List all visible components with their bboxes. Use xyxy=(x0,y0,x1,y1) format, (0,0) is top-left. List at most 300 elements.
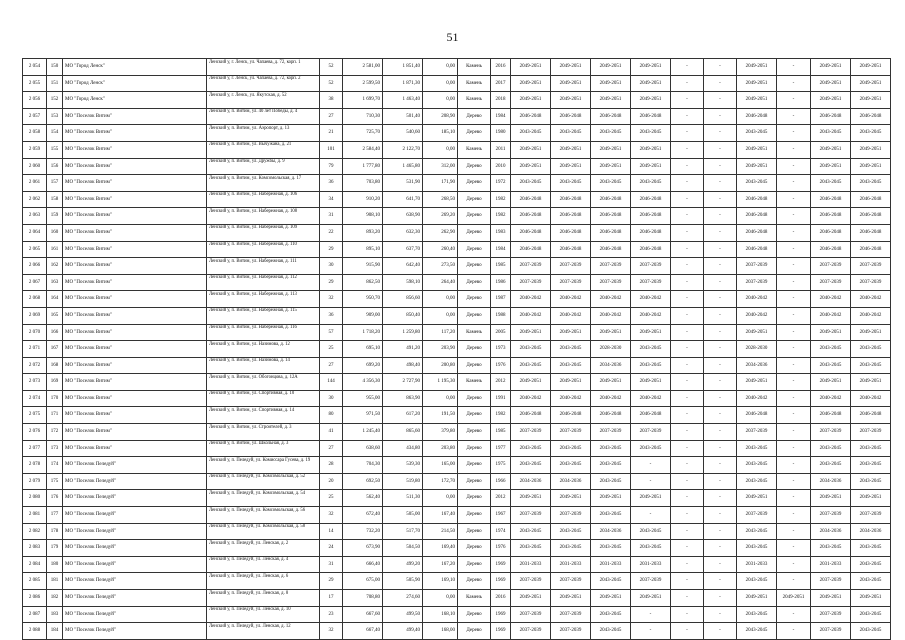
cell-commission-year: 1966 xyxy=(491,473,511,490)
cell-non-living-area: 117,20 xyxy=(423,324,458,341)
cell-wall-material: Дерево xyxy=(458,108,491,125)
cell-row-index: 2 065 xyxy=(23,241,47,258)
cell-row-number: 166 xyxy=(47,324,63,341)
cell-wall-material: Дерево xyxy=(458,291,491,308)
cell-period-heating: 2040-2042 xyxy=(591,390,631,407)
cell-period-foundation: 2037-2039 xyxy=(811,606,851,623)
cell-address: Ленский у, п. Витим, ул. Спортивная, д. 10 xyxy=(207,390,320,407)
cell-row-number: 181 xyxy=(47,573,63,590)
cell-apartments: 23 xyxy=(320,606,343,623)
cell-period-gas: - xyxy=(671,341,704,358)
cell-apartments: 101 xyxy=(320,141,343,158)
cell-period-roof: 2043-2045 xyxy=(511,125,551,142)
cell-period-foundation: 2046-2048 xyxy=(811,208,851,225)
cell-period-heating: 2043-2045 xyxy=(591,175,631,192)
cell-period-water: 2043-2045 xyxy=(631,175,671,192)
cell-period-foundation: 2040-2042 xyxy=(811,307,851,324)
cell-period-heating: 2049-2051 xyxy=(591,490,631,507)
cell-period-heating: 2043-2045 xyxy=(591,457,631,474)
cell-non-living-area: 0,00 xyxy=(423,490,458,507)
cell-period-heating: 2049-2051 xyxy=(591,374,631,391)
cell-period-electric: 2043-2045 xyxy=(551,175,591,192)
cell-period-basement: - xyxy=(777,241,811,258)
cell-living-area: 539,30 xyxy=(383,457,423,474)
cell-total-area: 909,00 xyxy=(343,307,383,324)
cell-municipality: МО "Поселок Витим" xyxy=(63,175,207,192)
cell-non-living-area: 167,40 xyxy=(423,507,458,524)
cell-address: Ленский у, п. Витим, ул. Набережная, д. 116 xyxy=(207,324,320,341)
cell-total-area: 915,90 xyxy=(343,258,383,275)
cell-non-living-area: 1 195,30 xyxy=(423,374,458,391)
cell-municipality: МО "Поселок Пеледуй" xyxy=(63,540,207,557)
cell-period-heating: 2046-2048 xyxy=(591,108,631,125)
cell-period-gas: - xyxy=(671,623,704,640)
cell-municipality: МО "Поселок Витим" xyxy=(63,241,207,258)
cell-wall-material: Дерево xyxy=(458,523,491,540)
cell-period-facade: 2049-2051 xyxy=(737,158,777,175)
cell-period-facade: 2043-2045 xyxy=(737,440,777,457)
table-row xyxy=(23,606,891,623)
cell-address: Ленский у, п. Витим, ул. Комсомольская, д. 17 xyxy=(207,175,320,192)
cell-apartments: 22 xyxy=(320,224,343,241)
table-row xyxy=(23,258,891,275)
cell-commission-year: 2005 xyxy=(491,324,511,341)
cell-period-gas: - xyxy=(671,59,704,76)
cell-period-facade: 2043-2045 xyxy=(737,606,777,623)
cell-wall-material: Камень xyxy=(458,75,491,92)
cell-apartments: 20 xyxy=(320,473,343,490)
cell-period-basement: - xyxy=(777,274,811,291)
cell-period-heating: 2043-2045 xyxy=(591,440,631,457)
cell-period-roof: 2043-2045 xyxy=(511,457,551,474)
cell-row-index: 2 086 xyxy=(23,590,47,607)
table-row xyxy=(23,623,891,640)
cell-total-area: 708,80 xyxy=(343,590,383,607)
cell-period-water: 2040-2042 xyxy=(631,291,671,308)
cell-address: Ленский у, п. Витим, ул. Назимова, д. 12 xyxy=(207,341,320,358)
cell-municipality: МО "Поселок Витим" xyxy=(63,324,207,341)
cell-period-final: 2037-2039 xyxy=(851,507,891,524)
cell-total-area: 704,30 xyxy=(343,457,383,474)
cell-living-area: 865,60 xyxy=(383,424,423,441)
cell-period-electric: 2046-2048 xyxy=(551,191,591,208)
cell-period-foundation: 2043-2045 xyxy=(811,125,851,142)
cell-period-electric: 2049-2051 xyxy=(551,141,591,158)
cell-period-elevator: - xyxy=(704,191,737,208)
cell-living-area: 274,60 xyxy=(383,590,423,607)
cell-wall-material: Камень xyxy=(458,92,491,109)
cell-period-final: 2046-2048 xyxy=(851,224,891,241)
cell-row-number: 161 xyxy=(47,241,63,258)
cell-period-basement: - xyxy=(777,357,811,374)
cell-row-index: 2 082 xyxy=(23,523,47,540)
cell-commission-year: 2016 xyxy=(491,59,511,76)
cell-period-foundation: 2043-2045 xyxy=(811,341,851,358)
cell-period-basement: - xyxy=(777,573,811,590)
cell-municipality: МО "Поселок Витим" xyxy=(63,108,207,125)
cell-address: Ленский у, п. Витим, ул. Набережная, д. 113 xyxy=(207,291,320,308)
cell-municipality: МО "Поселок Пеледуй" xyxy=(63,573,207,590)
cell-non-living-area: 203,90 xyxy=(423,341,458,358)
table-row xyxy=(23,390,891,407)
cell-period-electric: 2037-2039 xyxy=(551,424,591,441)
cell-period-basement: - xyxy=(777,424,811,441)
cell-period-electric: 2043-2045 xyxy=(551,523,591,540)
cell-period-facade: 2049-2051 xyxy=(737,490,777,507)
table-row xyxy=(23,75,891,92)
cell-period-elevator: - xyxy=(704,573,737,590)
cell-period-electric: 2046-2048 xyxy=(551,224,591,241)
cell-period-basement: - xyxy=(777,507,811,524)
cell-period-roof: 2043-2045 xyxy=(511,523,551,540)
cell-period-basement: - xyxy=(777,291,811,308)
cell-row-index: 2 071 xyxy=(23,341,47,358)
cell-period-heating: 2049-2051 xyxy=(591,324,631,341)
cell-municipality: МО "Поселок Пеледуй" xyxy=(63,590,207,607)
cell-wall-material: Камень xyxy=(458,374,491,391)
cell-apartments: 29 xyxy=(320,573,343,590)
cell-row-number: 171 xyxy=(47,407,63,424)
cell-row-index: 2 060 xyxy=(23,158,47,175)
cell-municipality: МО "Поселок Витим" xyxy=(63,407,207,424)
cell-period-elevator: - xyxy=(704,59,737,76)
cell-period-water: 2049-2051 xyxy=(631,75,671,92)
table-row xyxy=(23,274,891,291)
cell-period-electric: 2046-2048 xyxy=(551,108,591,125)
cell-period-final: 2043-2045 xyxy=(851,540,891,557)
cell-living-area: 2 727,90 xyxy=(383,374,423,391)
cell-period-water: - xyxy=(631,457,671,474)
cell-period-water: 2046-2048 xyxy=(631,407,671,424)
cell-living-area: 598,10 xyxy=(383,274,423,291)
cell-period-water: 2049-2051 xyxy=(631,92,671,109)
cell-period-water: 2037-2039 xyxy=(631,424,671,441)
cell-period-gas: - xyxy=(671,191,704,208)
cell-address: Ленский у, п. Витим, ул. Набережная, д. 106 xyxy=(207,191,320,208)
cell-period-facade: 2049-2051 xyxy=(737,141,777,158)
cell-period-final: 2034-2036 xyxy=(851,523,891,540)
cell-living-area: 505,00 xyxy=(383,507,423,524)
cell-period-foundation: 2037-2039 xyxy=(811,258,851,275)
cell-address: Ленский у, п. Витим, ул. Строителей, д. 3 xyxy=(207,424,320,441)
cell-non-living-area: 200,80 xyxy=(423,357,458,374)
cell-period-heating: 2046-2048 xyxy=(591,208,631,225)
cell-row-number: 178 xyxy=(47,523,63,540)
cell-period-gas: - xyxy=(671,490,704,507)
cell-period-facade: 2046-2048 xyxy=(737,108,777,125)
cell-non-living-area: 264,40 xyxy=(423,274,458,291)
cell-row-number: 167 xyxy=(47,341,63,358)
table-row xyxy=(23,92,891,109)
cell-living-area: 2 122,70 xyxy=(383,141,423,158)
cell-total-area: 950,70 xyxy=(343,291,383,308)
cell-period-basement: - xyxy=(777,141,811,158)
cell-period-final: 2049-2051 xyxy=(851,59,891,76)
cell-period-facade: 2043-2045 xyxy=(737,573,777,590)
cell-commission-year: 1982 xyxy=(491,208,511,225)
cell-period-foundation: 2049-2051 xyxy=(811,75,851,92)
cell-period-roof: 2043-2045 xyxy=(511,357,551,374)
cell-row-number: 177 xyxy=(47,507,63,524)
cell-wall-material: Дерево xyxy=(458,125,491,142)
table-row xyxy=(23,490,891,507)
cell-wall-material: Дерево xyxy=(458,623,491,640)
cell-period-facade: 2043-2045 xyxy=(737,523,777,540)
cell-municipality: МО "Поселок Пеледуй" xyxy=(63,490,207,507)
cell-period-electric: 2049-2051 xyxy=(551,374,591,391)
cell-non-living-area: 167,20 xyxy=(423,556,458,573)
cell-living-area: 498,40 xyxy=(383,357,423,374)
cell-period-elevator: - xyxy=(704,606,737,623)
cell-period-basement: - xyxy=(777,390,811,407)
cell-period-facade: 2049-2051 xyxy=(737,590,777,607)
cell-period-roof: 2037-2039 xyxy=(511,623,551,640)
cell-period-electric: 2049-2051 xyxy=(551,490,591,507)
cell-period-final: 2049-2051 xyxy=(851,490,891,507)
cell-municipality: МО "Поселок Витим" xyxy=(63,357,207,374)
cell-period-final: 2037-2039 xyxy=(851,258,891,275)
cell-period-elevator: - xyxy=(704,623,737,640)
cell-period-water: 2043-2045 xyxy=(631,341,671,358)
cell-living-area: 499,50 xyxy=(383,606,423,623)
cell-wall-material: Дерево xyxy=(458,224,491,241)
cell-period-roof: 2049-2051 xyxy=(511,92,551,109)
cell-period-roof: 2049-2051 xyxy=(511,158,551,175)
table-row xyxy=(23,407,891,424)
cell-row-index: 2 069 xyxy=(23,307,47,324)
cell-address: Ленский у, г. Ленск, ул. Якутская, д. 52 xyxy=(207,92,320,109)
cell-living-area: 641,70 xyxy=(383,191,423,208)
cell-total-area: 2 581,00 xyxy=(343,59,383,76)
cell-period-elevator: - xyxy=(704,523,737,540)
cell-period-roof: 2037-2039 xyxy=(511,507,551,524)
cell-period-gas: - xyxy=(671,208,704,225)
cell-period-water: 2046-2048 xyxy=(631,224,671,241)
cell-total-area: 675,00 xyxy=(343,573,383,590)
cell-period-gas: - xyxy=(671,307,704,324)
cell-wall-material: Камень xyxy=(458,324,491,341)
cell-total-area: 710,30 xyxy=(343,108,383,125)
cell-period-electric: 2040-2042 xyxy=(551,291,591,308)
cell-municipality: МО "Поселок Витим" xyxy=(63,191,207,208)
cell-municipality: МО "Поселок Витим" xyxy=(63,307,207,324)
cell-municipality: МО "Поселок Пеледуй" xyxy=(63,606,207,623)
cell-municipality: МО "Поселок Витим" xyxy=(63,274,207,291)
cell-period-final: 2037-2039 xyxy=(851,424,891,441)
cell-period-facade: 2031-2033 xyxy=(737,556,777,573)
cell-period-gas: - xyxy=(671,224,704,241)
cell-period-foundation: 2049-2051 xyxy=(811,92,851,109)
cell-apartments: 14 xyxy=(320,523,343,540)
cell-period-electric: 2037-2039 xyxy=(551,573,591,590)
cell-period-gas: - xyxy=(671,324,704,341)
cell-municipality: МО "Поселок Витим" xyxy=(63,258,207,275)
cell-period-gas: - xyxy=(671,507,704,524)
cell-row-index: 2 077 xyxy=(23,440,47,457)
cell-period-final: 2040-2042 xyxy=(851,307,891,324)
cell-row-number: 162 xyxy=(47,258,63,275)
cell-municipality: МО "Поселок Витим" xyxy=(63,291,207,308)
cell-period-gas: - xyxy=(671,440,704,457)
cell-period-elevator: - xyxy=(704,590,737,607)
cell-period-facade: 2046-2048 xyxy=(737,191,777,208)
cell-non-living-area: 268,50 xyxy=(423,191,458,208)
cell-apartments: 52 xyxy=(320,75,343,92)
cell-apartments: 34 xyxy=(320,191,343,208)
cell-row-index: 2 080 xyxy=(23,490,47,507)
cell-period-final: 2043-2045 xyxy=(851,473,891,490)
cell-period-water: 2049-2051 xyxy=(631,59,671,76)
cell-period-elevator: - xyxy=(704,490,737,507)
cell-period-water: 2046-2048 xyxy=(631,241,671,258)
cell-period-elevator: - xyxy=(704,540,737,557)
cell-period-facade: 2043-2045 xyxy=(737,457,777,474)
cell-wall-material: Дерево xyxy=(458,573,491,590)
cell-total-area: 695,10 xyxy=(343,341,383,358)
cell-commission-year: 1974 xyxy=(491,523,511,540)
cell-period-heating: 2040-2042 xyxy=(591,291,631,308)
cell-period-electric: 2043-2045 xyxy=(551,457,591,474)
cell-wall-material: Дерево xyxy=(458,556,491,573)
cell-period-elevator: - xyxy=(704,307,737,324)
cell-address: Ленский у, п. Пеледуй, ул. Ленская, д. 6 xyxy=(207,573,320,590)
cell-period-roof: 2043-2045 xyxy=(511,440,551,457)
cell-living-area: 856,60 xyxy=(383,291,423,308)
cell-period-elevator: - xyxy=(704,324,737,341)
cell-row-number: 175 xyxy=(47,473,63,490)
cell-period-water: 2043-2045 xyxy=(631,357,671,374)
cell-period-roof: 2031-2033 xyxy=(511,556,551,573)
cell-wall-material: Дерево xyxy=(458,440,491,457)
cell-period-electric: 2037-2039 xyxy=(551,623,591,640)
cell-period-foundation: 2037-2039 xyxy=(811,274,851,291)
cell-row-index: 2 057 xyxy=(23,108,47,125)
cell-total-area: 2 584,40 xyxy=(343,141,383,158)
cell-row-number: 150 xyxy=(47,59,63,76)
cell-period-elevator: - xyxy=(704,175,737,192)
table-row xyxy=(23,324,891,341)
cell-period-water: 2049-2051 xyxy=(631,490,671,507)
cell-commission-year: 2012 xyxy=(491,490,511,507)
cell-total-area: 895,10 xyxy=(343,241,383,258)
cell-period-roof: 2037-2039 xyxy=(511,424,551,441)
cell-period-basement: - xyxy=(777,374,811,391)
cell-period-elevator: - xyxy=(704,141,737,158)
cell-total-area: 1 699,70 xyxy=(343,92,383,109)
cell-period-electric: 2049-2051 xyxy=(551,92,591,109)
cell-non-living-area: 0,00 xyxy=(423,92,458,109)
cell-non-living-area: 260,40 xyxy=(423,241,458,258)
cell-total-area: 725,70 xyxy=(343,125,383,142)
cell-address: Ленский у, п. Пеледуй, ул. Комсомольская, д. 56 xyxy=(207,507,320,524)
cell-apartments: 29 xyxy=(320,274,343,291)
cell-period-facade: 2034-2036 xyxy=(737,357,777,374)
cell-apartments: 41 xyxy=(320,424,343,441)
cell-apartments: 27 xyxy=(320,440,343,457)
cell-commission-year: 1988 xyxy=(491,307,511,324)
cell-period-heating: 2046-2048 xyxy=(591,191,631,208)
cell-row-number: 154 xyxy=(47,125,63,142)
cell-living-area: 1 259,80 xyxy=(383,324,423,341)
cell-wall-material: Дерево xyxy=(458,158,491,175)
cell-period-gas: - xyxy=(671,407,704,424)
cell-commission-year: 1982 xyxy=(491,191,511,208)
cell-municipality: МО "Поселок Пеледуй" xyxy=(63,457,207,474)
cell-period-gas: - xyxy=(671,241,704,258)
cell-period-facade: 2049-2051 xyxy=(737,92,777,109)
cell-period-water: 2049-2051 xyxy=(631,374,671,391)
cell-period-water: 2049-2051 xyxy=(631,141,671,158)
cell-municipality: МО "Город Ленск" xyxy=(63,92,207,109)
cell-period-elevator: - xyxy=(704,291,737,308)
cell-living-area: 1 465,80 xyxy=(383,158,423,175)
table-row xyxy=(23,224,891,241)
cell-period-water: 2049-2051 xyxy=(631,590,671,607)
cell-period-final: 2049-2051 xyxy=(851,590,891,607)
cell-row-number: 182 xyxy=(47,590,63,607)
cell-period-final: 2043-2045 xyxy=(851,556,891,573)
cell-period-elevator: - xyxy=(704,357,737,374)
cell-commission-year: 1967 xyxy=(491,507,511,524)
cell-address: Ленский у, п. Витим, ул. Набережная, д. 110 xyxy=(207,241,320,258)
cell-period-water: - xyxy=(631,473,671,490)
cell-period-electric: 2031-2033 xyxy=(551,556,591,573)
cell-period-water: 2049-2051 xyxy=(631,158,671,175)
cell-period-heating: 2043-2045 xyxy=(591,540,631,557)
cell-commission-year: 2011 xyxy=(491,141,511,158)
cell-commission-year: 1976 xyxy=(491,357,511,374)
cell-period-heating: 2046-2048 xyxy=(591,241,631,258)
cell-row-index: 2 088 xyxy=(23,623,47,640)
cell-period-water: 2046-2048 xyxy=(631,108,671,125)
cell-address: Ленский у, п. Пеледуй, ул. Ленская, д. 10 xyxy=(207,606,320,623)
cell-living-area: 1 871,30 xyxy=(383,75,423,92)
cell-period-facade: 2043-2045 xyxy=(737,540,777,557)
cell-non-living-area: 312,00 xyxy=(423,158,458,175)
cell-period-electric: 2037-2039 xyxy=(551,606,591,623)
cell-wall-material: Дерево xyxy=(458,208,491,225)
cell-period-electric: 2040-2042 xyxy=(551,390,591,407)
cell-period-roof: 2049-2051 xyxy=(511,374,551,391)
cell-non-living-area: 172,70 xyxy=(423,473,458,490)
cell-period-basement: - xyxy=(777,125,811,142)
cell-row-number: 170 xyxy=(47,390,63,407)
cell-period-gas: - xyxy=(671,540,704,557)
cell-period-heating: 2034-2036 xyxy=(591,523,631,540)
cell-row-index: 2 072 xyxy=(23,357,47,374)
cell-commission-year: 1972 xyxy=(491,175,511,192)
cell-address: Ленский у, п. Витим, ул. Назимова, д. 14 xyxy=(207,357,320,374)
cell-period-electric: 2046-2048 xyxy=(551,407,591,424)
cell-period-final: 2043-2045 xyxy=(851,125,891,142)
cell-period-final: 2046-2048 xyxy=(851,191,891,208)
cell-row-number: 180 xyxy=(47,556,63,573)
cell-period-water: 2046-2048 xyxy=(631,191,671,208)
cell-address: Ленский у, п. Витим, ул. Набережная, д. 109 xyxy=(207,224,320,241)
table-row xyxy=(23,357,891,374)
cell-row-index: 2 066 xyxy=(23,258,47,275)
cell-period-roof: 2046-2048 xyxy=(511,208,551,225)
cell-commission-year: 1969 xyxy=(491,606,511,623)
cell-period-heating: 2046-2048 xyxy=(591,224,631,241)
cell-period-water: - xyxy=(631,623,671,640)
cell-row-number: 184 xyxy=(47,623,63,640)
table-row xyxy=(23,108,891,125)
cell-row-index: 2 064 xyxy=(23,224,47,241)
cell-period-final: 2043-2045 xyxy=(851,357,891,374)
table-row xyxy=(23,307,891,324)
cell-row-index: 2 063 xyxy=(23,208,47,225)
